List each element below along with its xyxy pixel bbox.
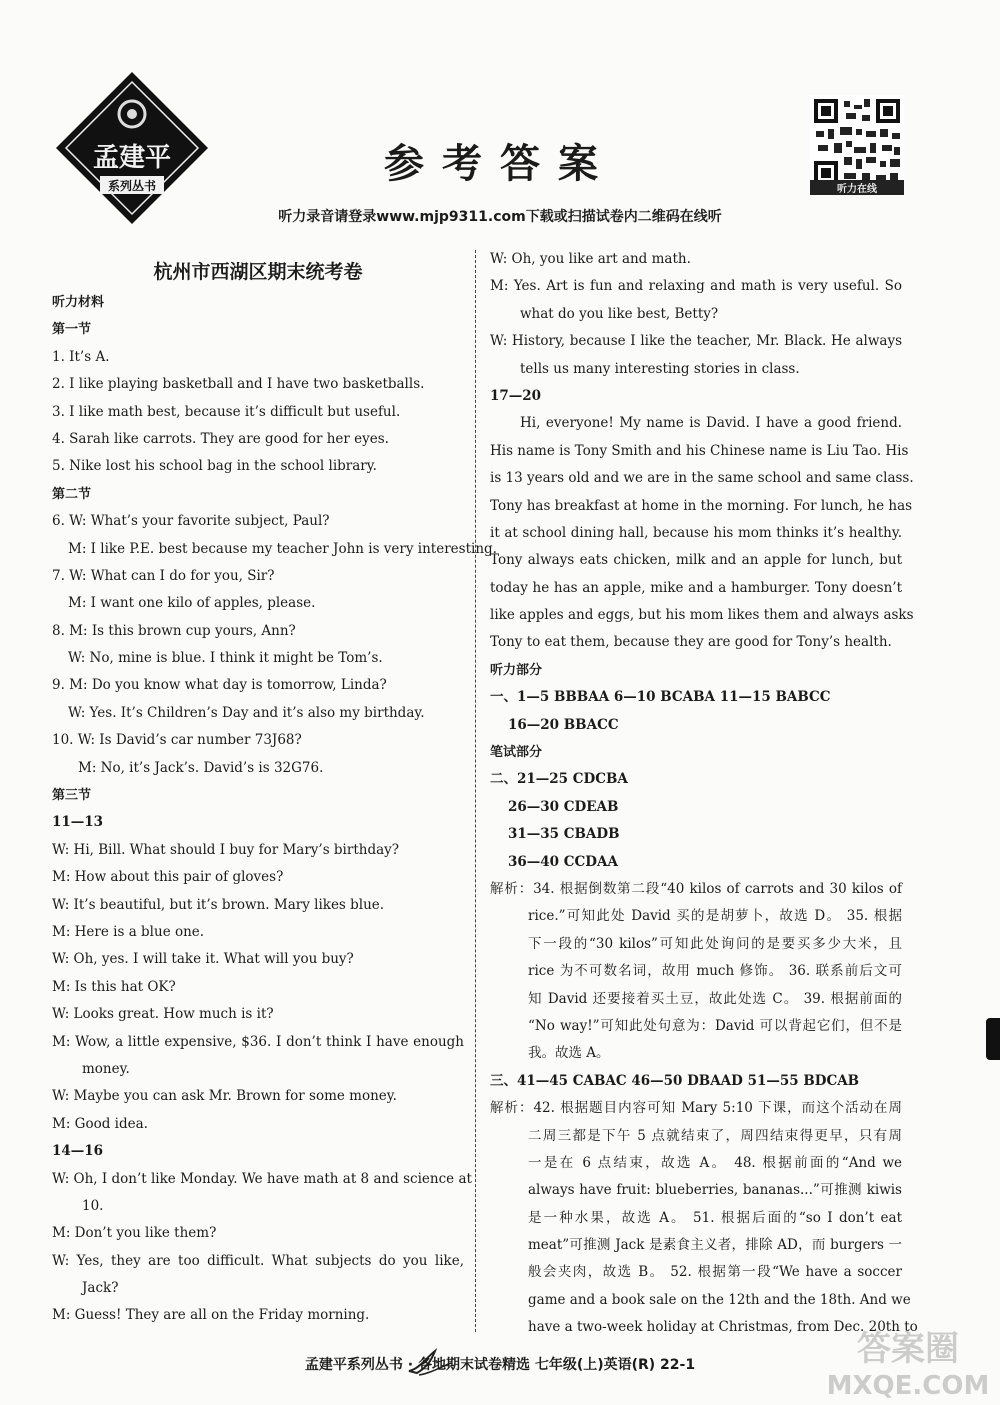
left-text-line: 7. W: What can I do for you, Sir? xyxy=(52,567,275,584)
audio-download-notice: 听力录音请登录www.mjp9311.com下载或扫描试卷内二维码在线听 xyxy=(278,209,722,225)
right-text-line: Hi, everyone! My name is David. I have a good friend. xyxy=(520,415,902,432)
right-text-line: His name is Tony Smith and his Chinese name is Liu Tao. His xyxy=(490,442,909,459)
right-text-line: game and a book sale on the 12th and the 18th. And we xyxy=(528,1291,911,1308)
right-text-line: Tony has breakfast at home in the morning. For lunch, he has xyxy=(490,497,913,514)
left-text-line: W: Looks great. How much is it? xyxy=(52,1006,274,1023)
right-text-line: 三、41—45 CABAC 46—50 DBAAD 51—55 BDCAB xyxy=(490,1072,860,1089)
left-text-line: 4. Sarah like carrots. They are good for her eyes. xyxy=(52,430,389,447)
left-text-line: W: It’s beautiful, but it’s brown. Mary likes blue. xyxy=(52,896,385,913)
right-text-line: meat”可推测 Jack 是素食主义者，排除 AD，而 burgers 一 xyxy=(528,1237,902,1254)
right-text-line: 二、21—25 CDCBA xyxy=(490,771,628,788)
right-text-line: 26—30 CDEAB xyxy=(508,798,619,815)
column-divider xyxy=(475,250,476,1332)
right-text-line: 是一种水果，故选 A。 51. 根据后面的“so I don’t eat xyxy=(528,1209,902,1226)
right-text-line: rice 为不可数名词，故用 much 修饰。 36. 联系前后文可 xyxy=(528,963,902,980)
right-text-line: it at school dining hall, because his mom thinks it’s healthy. xyxy=(490,524,902,541)
right-text-line: W: History, because I like the teacher, Mr. Black. He always xyxy=(490,333,902,350)
left-text-line: 3. I like math best, because it’s difficult but useful. xyxy=(52,403,401,420)
qr-caption: 听力在线 xyxy=(810,180,904,195)
right-text-line: rice.”可知此处 David 买的是胡萝卜，故选 D。 35. 根据 xyxy=(528,908,902,925)
left-text-line: 5. Nike lost his school bag in the school library. xyxy=(52,458,377,475)
left-text-line: 听力材料 xyxy=(52,295,105,310)
left-text-line: 第一节 xyxy=(52,322,92,338)
svg-text:答案圈: 答案圈 xyxy=(857,1329,959,1369)
left-text-line: 6. W: What’s your favorite subject, Paul? xyxy=(52,513,330,530)
right-text-line: like apples and eggs, but his mom likes them and always asks xyxy=(490,607,914,624)
answers-section xyxy=(490,246,918,1342)
right-text-line: 36—40 CCDAA xyxy=(508,853,618,870)
left-text-line: 14—16 xyxy=(52,1143,104,1160)
right-text-line: 知 David 还要接着买土豆，故此处选 C。 39. 根据前面的 xyxy=(528,990,902,1007)
right-text-line: 一、1—5 BBBAA 6—10 BCABA 11—15 BABCC xyxy=(490,689,831,706)
right-text-line: 解析：42. 根据题目内容可知 Mary 5:10 下课，而这个活动在周 xyxy=(490,1100,902,1117)
right-text-line: 听力部分 xyxy=(490,662,543,678)
left-text-line: 2. I like playing basketball and I have two basketballs. xyxy=(52,376,425,393)
left-text-line: Jack? xyxy=(82,1280,119,1297)
left-text-line: M: Guess! They are all on the Friday morning. xyxy=(52,1307,370,1324)
left-text-line: 1. It’s A. xyxy=(52,348,110,365)
right-text-line: M: Yes. Art is fun and relaxing and math is very useful. So xyxy=(490,278,902,295)
right-text-line: 般会夹肉，故选 B。 52. 根据第一段“We have a soccer xyxy=(528,1264,902,1281)
left-text-line: 11—13 xyxy=(52,814,104,831)
left-text-line: W: Yes. It’s Children’s Day and it’s also my birthday. xyxy=(68,704,425,721)
left-text-line: M: How about this pair of gloves? xyxy=(52,869,284,886)
right-text-line: 17—20 xyxy=(490,387,542,404)
svg-text:MXQE.COM: MXQE.COM xyxy=(826,1371,990,1401)
left-text-line: 8. M: Is this brown cup yours, Ann? xyxy=(52,622,296,639)
left-text-line: M: Wow, a little expensive, $36. I don’t think I have enough xyxy=(52,1033,464,1050)
left-text-line: W: Yes, they are too difficult. What subjects do you like, xyxy=(52,1252,464,1269)
right-text-line: 一是在 6 点结束，故选 A。 48. 根据前面的“And we xyxy=(528,1154,902,1171)
left-text-line: M: Don’t you like them? xyxy=(52,1225,217,1242)
left-text-line: W: Oh, I don’t like Monday. We have math at 8 and science at xyxy=(52,1170,472,1187)
left-text-line: M: Is this hat OK? xyxy=(52,978,176,995)
left-text-line: M: No, it’s Jack’s. David’s is 32G76. xyxy=(78,759,324,776)
right-text-line: is 13 years old and we are in the same school and same class. xyxy=(490,470,914,487)
left-text-line: M: Good idea. xyxy=(52,1115,148,1132)
left-text-line: M: Here is a blue one. xyxy=(52,923,205,940)
right-text-line: today he has an apple, mike and a hamburger. Tony doesn’t xyxy=(490,579,902,596)
right-text-line: W: Oh, you like art and math. xyxy=(490,251,691,267)
right-text-line: what do you like best, Betty? xyxy=(520,305,719,322)
left-text-line: M: I like P.E. best because my teacher John is very interesting. xyxy=(68,540,497,557)
left-text-line: W: Maybe you can ask Mr. Brown for some money. xyxy=(52,1088,397,1105)
right-column xyxy=(490,246,918,1342)
qr-code-icon[interactable] xyxy=(810,92,904,192)
left-text-line: 9. M: Do you know what day is tomorrow, Linda? xyxy=(52,677,387,694)
right-text-line: have a two-week holiday at Christmas, from Dec. 20th to xyxy=(528,1319,918,1336)
left-text-line: W: Hi, Bill. What should I buy for Mary’s birthday? xyxy=(52,841,399,858)
right-text-line: Tony to eat them, because they are good for Tony’s health. xyxy=(490,634,892,651)
right-text-line: tells us many interesting stories in class. xyxy=(520,360,800,377)
page-footer: 孟建平系列丛书 · 各地期末试卷精选 七年级(上)英语(R) 22-1 xyxy=(304,1357,696,1373)
left-column xyxy=(52,246,497,1330)
right-text-line: 二周三都是下午 5 点就结束了，周四结束得更早，只有周 xyxy=(528,1127,902,1144)
right-text-line: 我。故选 A。 xyxy=(528,1045,610,1062)
right-text-line: 16—20 BBACC xyxy=(508,716,619,733)
logo-subtext: 系列丛书 xyxy=(107,179,157,193)
left-text-line: 10. xyxy=(82,1197,104,1214)
listening-material xyxy=(52,289,497,1330)
watermark-logo xyxy=(818,1320,998,1402)
logo-text: 孟建平 xyxy=(92,143,172,173)
page-title: 参考答案 xyxy=(384,141,616,187)
exam-title: 杭州市西湖区期末统考卷 xyxy=(153,261,363,283)
right-text-line: always have fruit: blueberries, bananas...”可推测 kiwis xyxy=(528,1182,902,1199)
right-text-line: 解析：34. 根据倒数第二段“40 kilos of carrots and 30 kilos of xyxy=(490,880,902,897)
right-text-line: 笔试部分 xyxy=(490,745,543,761)
left-text-line: money. xyxy=(82,1060,130,1077)
right-text-line: Tony always eats chicken, milk and an apple for lunch, but xyxy=(490,552,902,569)
right-text-line: 下一段的“30 kilos”可知此处询问的是要买多少大米，且 xyxy=(528,935,902,952)
right-text-line: 31—35 CBADB xyxy=(508,826,620,843)
left-text-line: 第二节 xyxy=(52,486,92,502)
left-text-line: M: I want one kilo of apples, please. xyxy=(68,595,316,612)
left-text-line: 10. W: Is David’s car number 73J68? xyxy=(52,732,302,749)
page-edge-tab xyxy=(986,1018,1000,1060)
left-text-line: 第三节 xyxy=(52,788,92,804)
left-text-line: W: Oh, yes. I will take it. What will you buy? xyxy=(52,951,354,968)
left-text-line: W: No, mine is blue. I think it might be Tom’s. xyxy=(68,650,383,667)
right-text-line: “No way!”可知此处句意为：David 可以背起它们，但不是 xyxy=(528,1017,902,1034)
